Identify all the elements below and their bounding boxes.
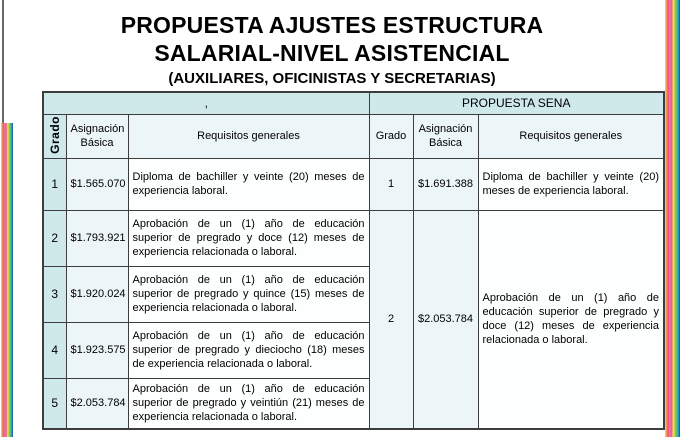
left-asignacion-1: $1.565.070: [66, 158, 128, 210]
left-asignacion-4: $1.923.575: [66, 322, 128, 378]
left-rainbow-stripe: [1, 123, 13, 437]
slide-subtitle: (AUXILIARES, OFICINISTAS Y SECRETARIAS): [168, 70, 496, 87]
table-row: [43, 92, 664, 114]
header-left-band: ,: [43, 92, 369, 114]
table-row: [43, 158, 664, 210]
left-asignacion-3: $1.920.024: [66, 266, 128, 322]
right-asignacion-2: $2.053.784: [413, 210, 478, 429]
left-requisitos-5: Aprobación de un (1) año de educación superior de pregrado y veintiún (21) meses de experiencia relacionada o laboral.: [128, 378, 369, 429]
right-grado-1: 1: [369, 158, 413, 210]
right-requisitos-1: Diploma de bachiller y veinte (20) meses de experiencia laboral.: [478, 158, 664, 210]
col-header-requisitos-left: Requisitos generales: [128, 114, 369, 158]
left-grado-2: 2: [43, 210, 66, 266]
left-requisitos-4: Aprobación de un (1) año de educación superior de pregrado y dieciocho (18) meses de experiencia relacionada o laboral.: [128, 322, 369, 378]
header-propuesta-sena: PROPUESTA SENA: [369, 92, 664, 114]
slide-title-line1: PROPUESTA AJUSTES ESTRUCTURA: [120, 12, 544, 38]
col-header-grado-right: Grado: [369, 114, 413, 158]
left-requisitos-1: Diploma de bachiller y veinte (20) meses de experiencia laboral.: [128, 158, 369, 210]
right-asignacion-1: $1.691.388: [413, 158, 478, 210]
left-requisitos-2: Aprobación de un (1) año de educación superior de pregrado y doce (12) meses de experiencia relacionada o laboral.: [128, 210, 369, 266]
right-rainbow-stripe: [665, 0, 680, 437]
left-asignacion-2: $1.793.921: [66, 210, 128, 266]
left-requisitos-3: Aprobación de un (1) año de educación superior de pregrado y quince (15) meses de experiencia relacionada o laboral.: [128, 266, 369, 322]
slide-title-line2: SALARIAL-NIVEL ASISTENCIAL: [154, 40, 510, 66]
table-row: [43, 210, 664, 266]
left-asignacion-5: $2.053.784: [66, 378, 128, 429]
right-grado-2: 2: [369, 210, 413, 429]
col-header-grado-left: [43, 114, 66, 158]
left-grado-1: 1: [43, 158, 66, 210]
left-grado-4: 4: [43, 322, 66, 378]
col-header-requisitos-right: Requisitos generales: [478, 114, 664, 158]
col-header-asignacion-left: Asignación Básica: [66, 114, 128, 158]
table-row: [43, 114, 664, 158]
left-edge-line: [2, 0, 4, 123]
salary-table: [42, 91, 665, 430]
left-grado-3: 3: [43, 266, 66, 322]
title-block: [14, 11, 650, 88]
col-header-grado-left-label: Grado: [48, 115, 62, 154]
col-header-asignacion-right: Asignación Básica: [413, 114, 478, 158]
left-grado-5: 5: [43, 378, 66, 429]
right-requisitos-2: Aprobación de un (1) año de educación superior de pregrado y doce (12) meses de experiencia relacionada o laboral.: [478, 210, 664, 429]
